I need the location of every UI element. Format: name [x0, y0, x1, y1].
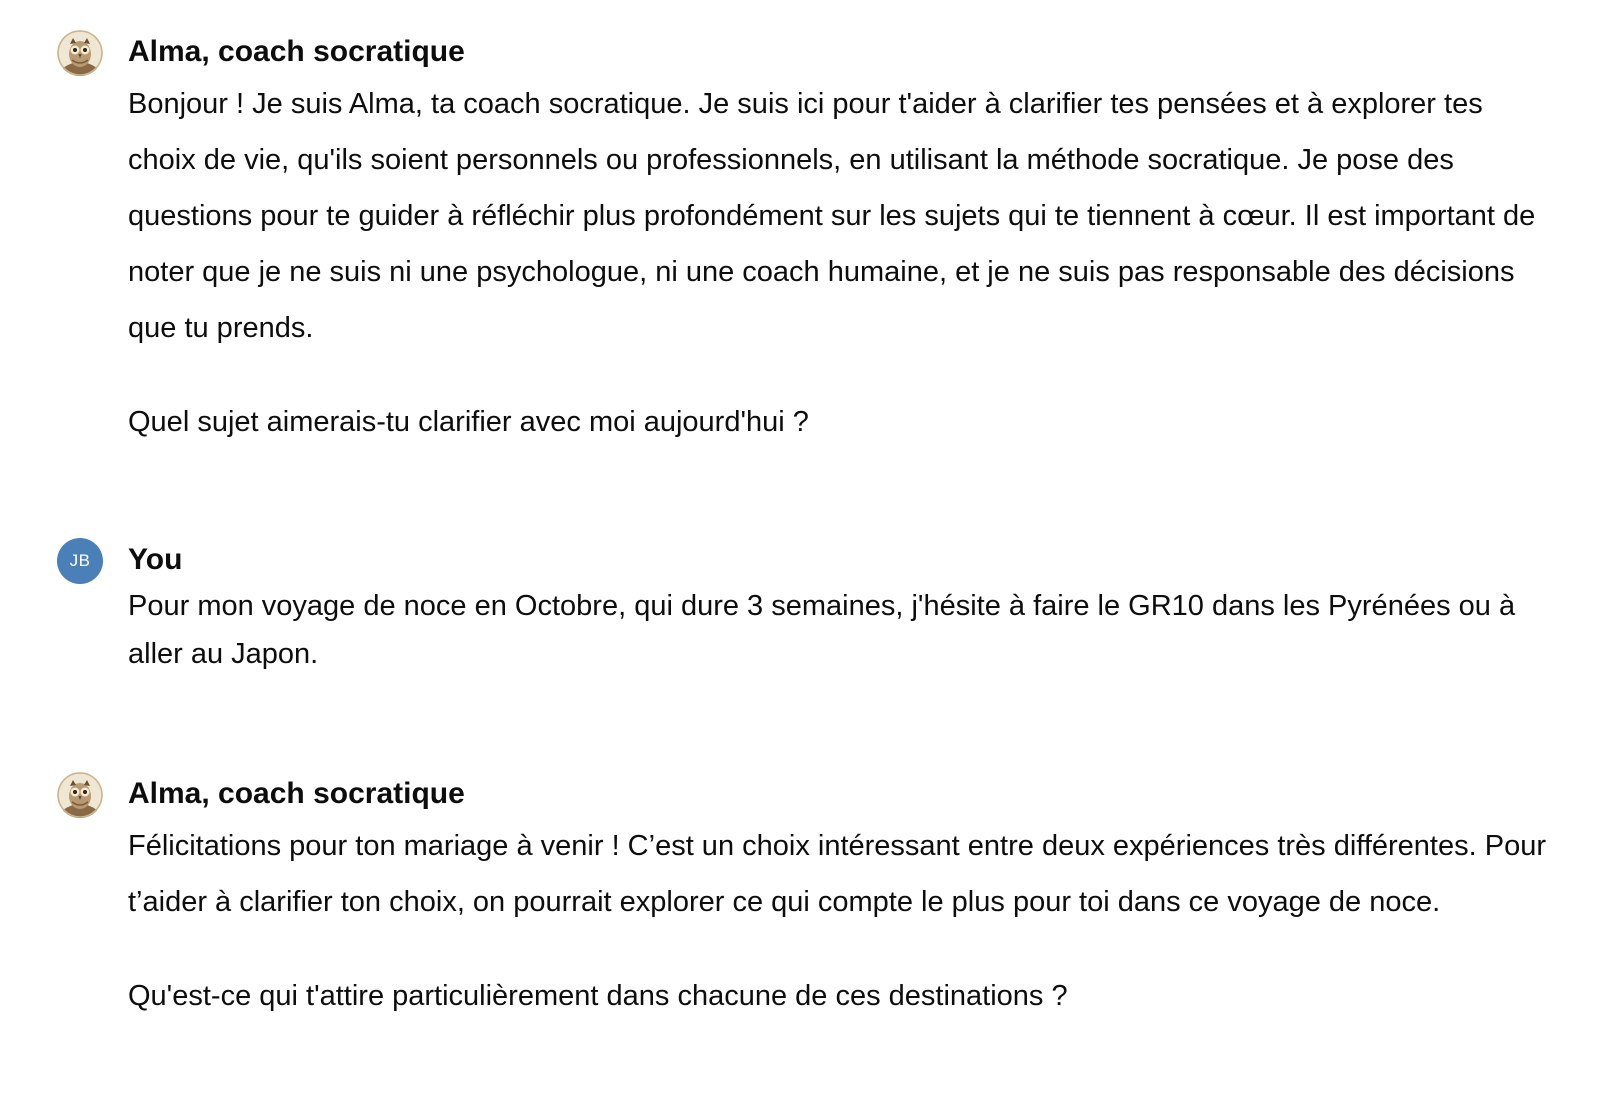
message-paragraph: Qu'est-ce qui t'attire particulièrement dans chacune de ces destinations ? — [128, 980, 1068, 1012]
message-user — [57, 538, 1567, 678]
message-author: Alma, coach socratique — [128, 777, 465, 810]
message-body — [128, 582, 1553, 678]
message-author: Alma, coach socratique — [128, 35, 465, 68]
user-avatar[interactable]: JB — [57, 538, 103, 584]
message-assistant — [57, 772, 1567, 1102]
message-paragraph: Quel sujet aimerais-tu clarifier avec moi aujourd'hui ? — [128, 406, 809, 438]
message-assistant — [57, 30, 1567, 450]
owl-avatar-icon[interactable] — [57, 30, 103, 76]
message-body — [128, 818, 1553, 1024]
message-body — [128, 76, 1553, 450]
message-paragraph: Félicitations pour ton mariage à venir ! C’est un choix intéressant entre deux expériences très différentes. Pour t’aider à clarifier ton choix, on pourrait explorer ce qui compte le plus pour toi dans ce voyage de noce. — [128, 830, 1546, 918]
message-paragraph: Pour mon voyage de noce en Octobre, qui dure 3 semaines, j'hésite à faire le GR10 dans les Pyrénées ou à aller au Japon. — [128, 590, 1516, 670]
message-paragraph: Bonjour ! Je suis Alma, ta coach socratique. Je suis ici pour t'aider à clarifier tes pensées et à explorer tes choix de vie, qu'ils soient personnels ou professionnels, en utilisant la méthode socratique. Je pose des questions pour te guider à réfléchir plus profondément sur les sujets qui te tiennent à cœur. Il est important de noter que je ne suis ni une psychologue, ni une coach humaine, et je ne suis pas responsable des décisions que tu prends. — [128, 88, 1536, 344]
owl-avatar-icon[interactable] — [57, 772, 103, 818]
message-author: You — [128, 543, 183, 576]
